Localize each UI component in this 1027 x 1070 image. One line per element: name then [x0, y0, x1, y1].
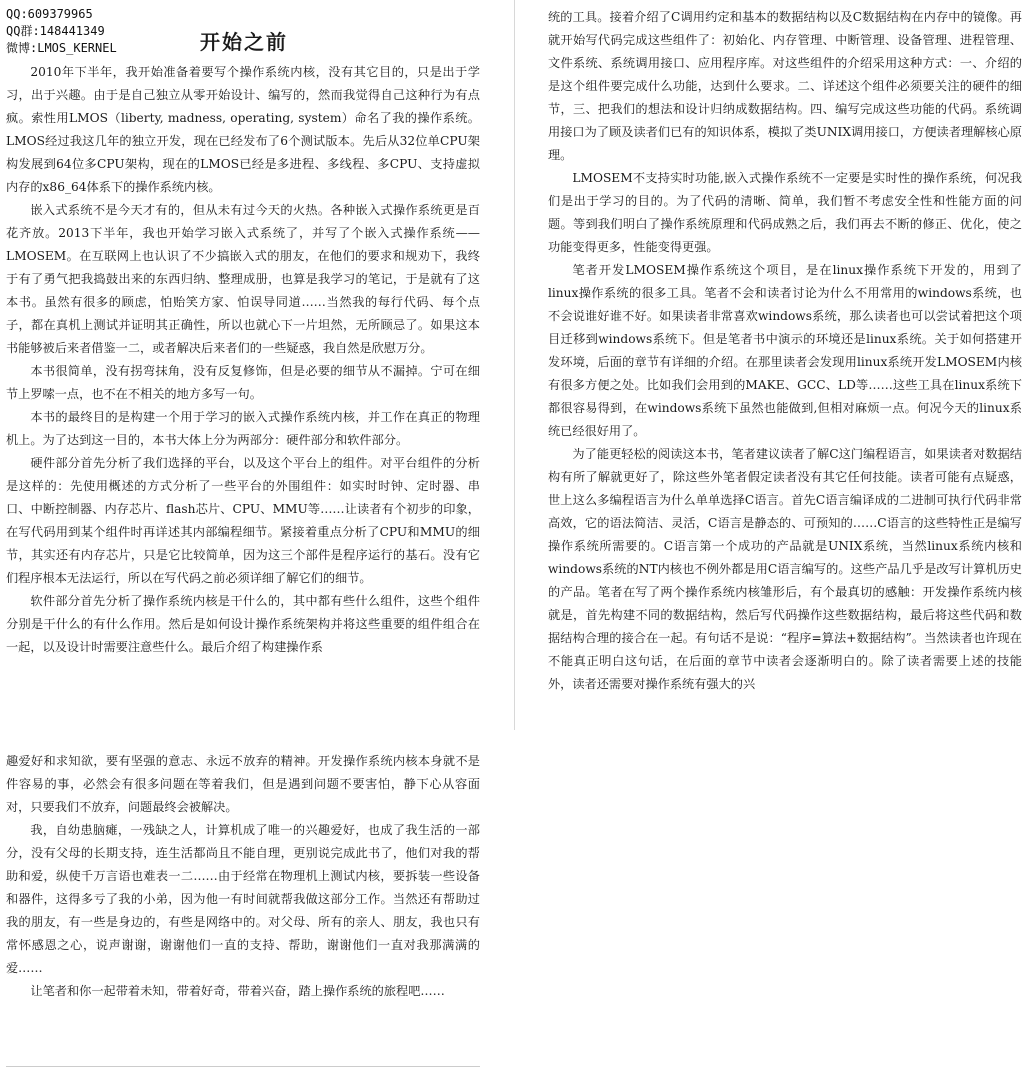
right-column — [548, 6, 1022, 696]
paragraph: 2010年下半年，我开始准备着要写个操作系统内核，没有其它目的，只是出于学习，出于兴趣。由于是自己独立从零开始设计、编写的，然而我觉得自己这种行为有点疯。索性用LMOS（liberty, madness, operating, system）命名了我的操作系统。LMOS经过我这几年的独立开发，现在已经发布了6个测试版本。先后从32位单CPU架构发展到64位多CPU架构，现在的LMOS已经是多进程、多线程、多CPU、支持虚拟内存的x86_64体系下的操作系统内核。 — [6, 65, 480, 194]
paragraph: 本书的最终目的是构建一个用于学习的嵌入式操作系统内核，并工作在真正的物理机上。为了达到这一目的，本书大体上分为两部分：硬件部分和软件部分。 — [6, 410, 480, 447]
paragraph: 让笔者和你一起带着未知，带着好奇，带着兴奋，踏上操作系统的旅程吧…… — [30, 984, 445, 998]
paragraph: LMOSEM不支持实时功能,嵌入式操作系统不一定要是实时性的操作系统，何况我们是出于学习的目的。为了代码的清晰、简单，我们暂不考虑安全性和性能方面的问题。等到我们明白了操作系统原理和代码成熟之后，我们再去不断的修正、优化，使之功能变得更多，性能变得更强。 — [548, 171, 1022, 254]
page-title: 开始之前 — [200, 30, 288, 54]
footer-rule — [6, 1066, 480, 1067]
paragraph: 嵌入式系统不是今天才有的，但从未有过今天的火热。各种嵌入式操作系统更是百花齐放。2013下半年，我也开始学习嵌入式系统了，并写了个嵌入式操作系统——LMOSEM。在互联网上也认识了不少搞嵌入式的朋友，在他们的要求和规劝下，我终于有了勇气把我捣鼓出来的东西归纳、整理成册，也算是我学习的笔记，于是就有了这本书。虽然有很多的顾虑，怕贻笑方家、怕误导同道……当然我的每行代码、每个点子，都在真机上测试并证明其正确性，所以也就心下一片坦然，无所顾忌了。如果这本书能够被后来者借鉴一二，或者解决后来者们的一些疑惑，我自然是欣慰万分。 — [6, 203, 480, 355]
paragraph: 本书很简单，没有拐弯抹角，没有反复修饰，但是必要的细节从不漏掉。宁可在细节上罗嗦一点，也不在不相关的地方多写一句。 — [6, 364, 480, 401]
paragraph: 趣爱好和求知欲，要有坚强的意志、永远不放弃的精神。开发操作系统内核本身就不是件容易的事，必然会有很多问题在等着我们，但是遇到问题不要害怕，静下心从容面对，只要我们不放弃，问题最终会被解决。 — [6, 754, 480, 814]
left-column — [6, 6, 480, 659]
weibo-handle: 微博:LMOS_KERNEL — [6, 41, 117, 55]
paragraph: 我，自幼患脑瘫，一残缺之人，计算机成了唯一的兴趣爱好，也成了我生活的一部分，没有父母的长期支持，连生活都尚且不能自理，更别说完成此书了，他们对我的帮助和爱，纵使千万言语也难表一二……由于经常在物理机上测试内核，要拆装一些设备和器件，这得多亏了我的小弟，因为他一有时间就帮我做这部分工作。当然还有帮助过我的朋友，有一些是身边的，有些是网络中的。对父母、所有的亲人、朋友，我也只有常怀感恩之心，说声谢谢，谢谢他们一直的支持、帮助，谢谢他们一直对我那满满的爱…… — [6, 823, 480, 975]
qq-number: QQ:609379965 — [6, 7, 93, 21]
paragraph: 软件部分首先分析了操作系统内核是干什么的，其中都有些什么组件，这些个组件分别是干什么的有什么作用。然后是如何设计操作系统架构并将这些重要的组件组合在一起，以及设计时需要注意些什么。最后介绍了构建操作系 — [6, 594, 480, 654]
paragraph: 硬件部分首先分析了我们选择的平台，以及这个平台上的组件。对平台组件的分析是这样的：先使用概述的方式分析了一些平台的外围组件：如实时时钟、定时器、串口、中断控制器、内存芯片、flash芯片、CPU、MMU等……让读者有个初步的印象，在写代码用到某个组件时再详述其内部编程细节。紧接着重点分析了CPU和MMU的细节，其实还有内存芯片，只是它比较简单，因为这三个部件是程序运行的基石。没有它们程序根本无法运行，所以在写代码之前必须详细了解它们的细节。 — [6, 456, 480, 585]
paragraph: 为了能更轻松的阅读这本书，笔者建议读者了解C这门编程语言，如果读者对数据结构有所了解就更好了，除这些外笔者假定读者没有其它任何技能。读者可能有点疑惑，世上这么多编程语言为什么单单选择C语言。首先C语言编译成的二进制可执行代码非常高效，它的语法简洁、灵活，C语言是静态的、可预知的……C语言的这些特性正是编写操作系统所需要的。C语言第一个成功的产品就是UNIX系统，当然linux系统内核和windows系统的NT内核也不例外都是用C语言编写的。这些产品几乎是改写计算机历史的产品。笔者在写了两个操作系统内核雏形后，有个最真切的感触：开发操作系统内核就是，首先构建不同的数据结构，然后写代码操作这些数据结构，最后将这些代码和数据结构合理的接合在一起。有句话不是说：“程序=算法+数据结构”。当然读者也许现在不能真正明白这句话，在后面的章节中读者会逐渐明白的。除了读者需要上述的技能外，读者还需要对操作系统有强大的兴 — [548, 447, 1022, 691]
qq-group: QQ群:148441349 — [6, 24, 105, 38]
column-divider — [514, 0, 515, 730]
paragraph: 统的工具。接着介绍了C调用约定和基本的数据结构以及C数据结构在内存中的镜像。再就开始写代码完成这些组件了：初始化、内存管理、中断管理、设备管理、进程管理、文件系统、系统调用接口、应用程序库。对这些组件的介绍采用这种方式：一、介绍的是这个组件要完成什么功能，达到什么要求。二、详述这个组件必须要关注的硬件的细节，三、把我们的想法和设计归纳成数据结构。四、编写完成这些功能的代码。系统调用接口为了顾及读者们已有的知识体系，模拟了类UNIX调用接口，方便读者理解核心原理。 — [548, 10, 1022, 162]
paragraph: 笔者开发LMOSEM操作系统这个项目，是在linux操作系统下开发的，用到了linux操作系统的很多工具。笔者不会和读者讨论为什么不用常用的windows系统，也不会说谁好谁不好。如果读者非常喜欢windows系统，那么读者也可以尝试着把这个项目迁移到windows系统下。但是笔者书中演示的环境还是linux系统。关于如何搭建开发环境，后面的章节有详细的介绍。在那里读者会发现用linux系统开发LMOSEM内核有很多方便之处。比如我们会用到的MAKE、GCC、LD等……这些工具在linux系统下都很容易得到，在windows系统下虽然也能做到,但相对麻烦一点。何况今天的linux系统已经很好用了。 — [548, 263, 1022, 438]
left-bottom-column — [6, 750, 480, 1003]
